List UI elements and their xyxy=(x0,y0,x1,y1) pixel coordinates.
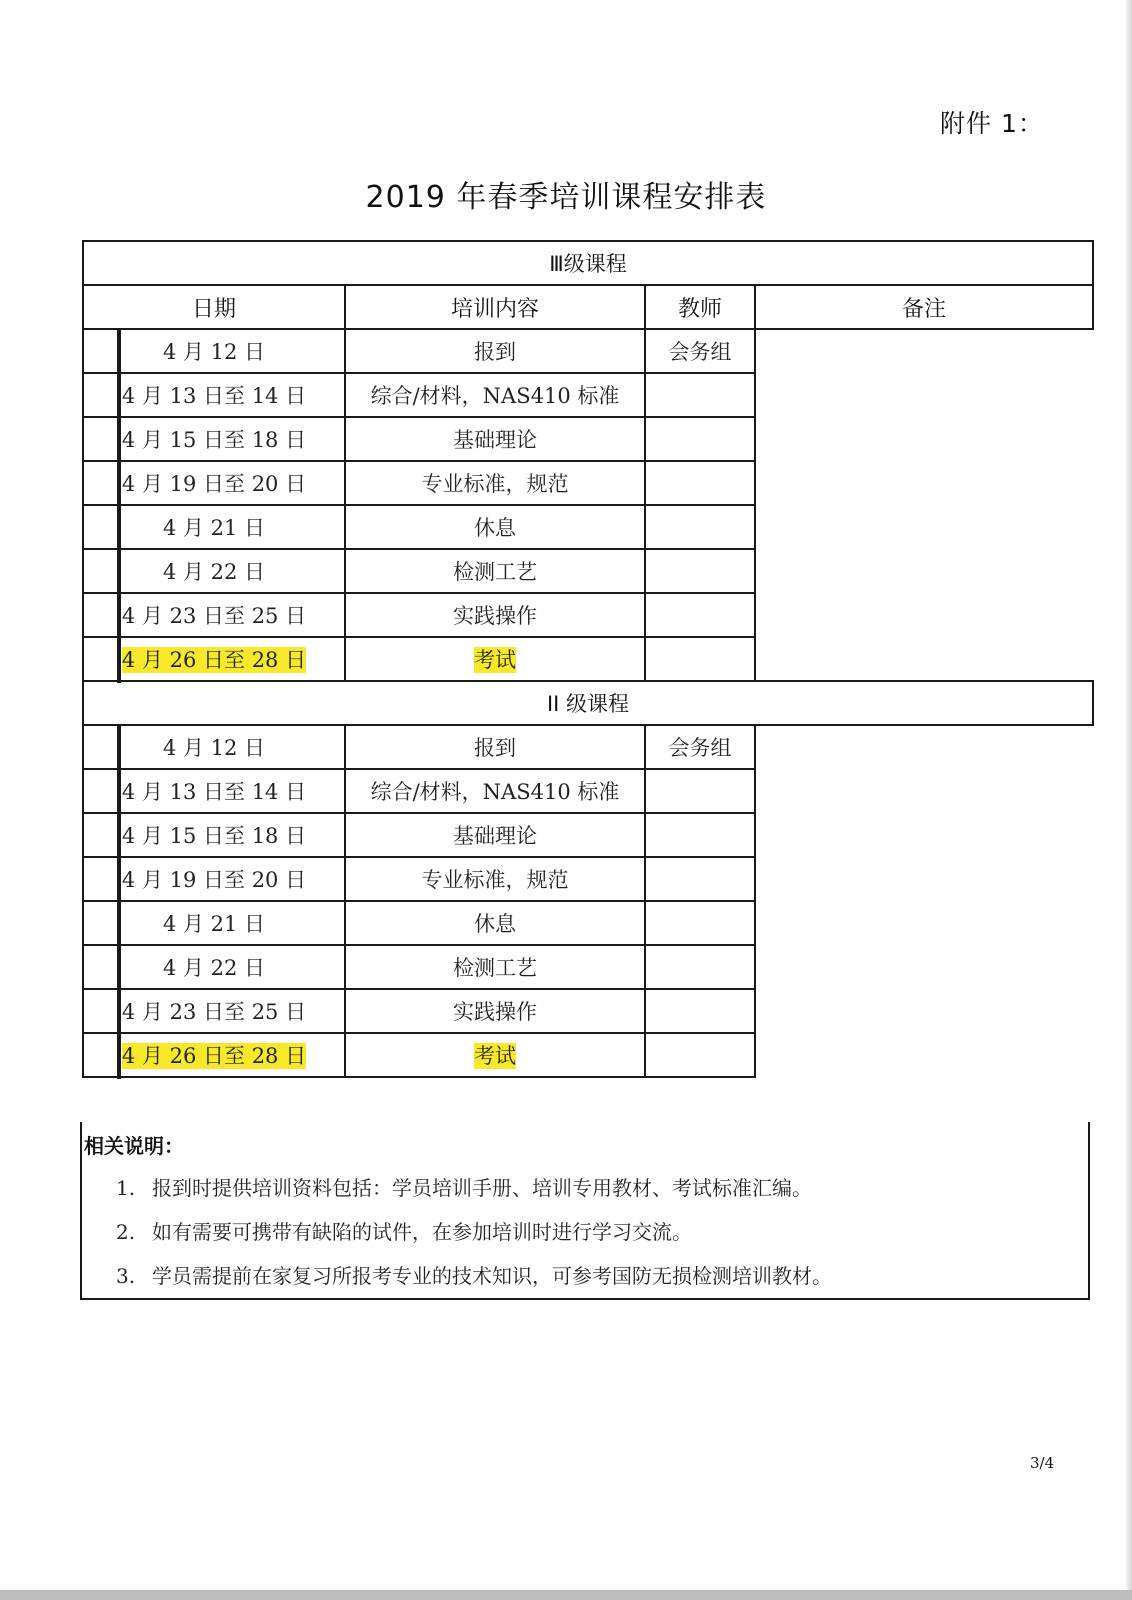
date-cell xyxy=(83,725,345,769)
note-cell xyxy=(117,637,121,683)
content-cell-text: 休息 xyxy=(474,912,516,936)
date-cell xyxy=(83,901,345,945)
table-row xyxy=(83,769,1093,813)
date-cell xyxy=(83,549,345,593)
scan-bottom-edge xyxy=(0,1590,1132,1600)
notes-title: 相关说明： xyxy=(84,1134,184,1158)
content-cell xyxy=(345,637,645,681)
date-cell-text: 4 月 13 日至 14 日 xyxy=(121,384,307,408)
column-header-content: 培训内容 xyxy=(345,285,645,329)
date-cell-text: 4 月 23 日至 25 日 xyxy=(121,1000,307,1024)
teacher-cell-text: 会务组 xyxy=(668,340,732,364)
teacher-cell xyxy=(645,505,755,549)
document-title: 2019 年春季培训课程安排表 xyxy=(365,180,767,215)
teacher-cell xyxy=(645,417,755,461)
date-cell xyxy=(83,505,345,549)
note-cell xyxy=(117,373,121,419)
table-row xyxy=(83,725,1093,769)
teacher-cell xyxy=(645,1033,755,1077)
table-row xyxy=(83,593,1093,637)
teacher-cell xyxy=(645,945,755,989)
teacher-cell xyxy=(645,593,755,637)
date-cell-text: 4 月 21 日 xyxy=(162,912,266,936)
attachment-label: 附件 1： xyxy=(940,109,1044,138)
teacher-cell xyxy=(645,769,755,813)
content-cell-text: 基础理论 xyxy=(453,428,537,452)
date-cell xyxy=(83,461,345,505)
date-cell xyxy=(83,417,345,461)
note-cell xyxy=(117,417,121,463)
note-text: 学员需提前在家复习所报考专业的技术知识，可参考国防无损检测培训教材。 xyxy=(152,1264,832,1288)
note-item xyxy=(116,1260,832,1289)
date-cell xyxy=(83,813,345,857)
content-cell xyxy=(345,417,645,461)
table-row xyxy=(83,461,1093,505)
table-row xyxy=(83,417,1093,461)
date-cell xyxy=(83,329,345,373)
scan-edge xyxy=(1126,0,1132,1600)
level3-title: Ⅲ级课程 xyxy=(83,241,1093,285)
content-cell xyxy=(345,461,645,505)
teacher-cell xyxy=(645,329,755,373)
content-cell xyxy=(345,505,645,549)
date-cell xyxy=(83,637,345,681)
note-cell xyxy=(117,769,121,815)
content-cell-text: 检测工艺 xyxy=(453,560,537,584)
level2-section-header xyxy=(83,681,1093,725)
content-cell xyxy=(345,549,645,593)
table-row xyxy=(83,505,1093,549)
date-cell-text: 4 月 26 日至 28 日 xyxy=(121,648,307,672)
content-cell-text: 报到 xyxy=(474,736,516,760)
content-cell xyxy=(345,725,645,769)
column-header-date: 日期 xyxy=(83,285,345,329)
teacher-cell xyxy=(645,637,755,681)
date-cell-text: 4 月 22 日 xyxy=(162,560,266,584)
note-number: 1. xyxy=(116,1176,136,1200)
notes-section xyxy=(80,1122,1090,1300)
teacher-cell xyxy=(645,989,755,1033)
schedule-table xyxy=(82,240,1094,1078)
content-cell-text: 综合/材料，NAS410 标准 xyxy=(370,780,620,804)
teacher-cell xyxy=(645,373,755,417)
table-row xyxy=(83,945,1093,989)
date-cell xyxy=(83,857,345,901)
content-cell-text: 考试 xyxy=(474,648,516,672)
table-row xyxy=(83,901,1093,945)
note-item xyxy=(116,1216,692,1245)
note-number: 2. xyxy=(116,1220,136,1244)
date-cell-text: 4 月 26 日至 28 日 xyxy=(121,1044,307,1068)
date-cell-text: 4 月 22 日 xyxy=(162,956,266,980)
teacher-cell xyxy=(645,549,755,593)
date-cell xyxy=(83,769,345,813)
table-row xyxy=(83,549,1093,593)
date-cell-text: 4 月 15 日至 18 日 xyxy=(121,824,307,848)
date-cell xyxy=(83,945,345,989)
teacher-cell-text: 会务组 xyxy=(668,736,732,760)
table-row xyxy=(83,373,1093,417)
date-cell xyxy=(83,989,345,1033)
date-cell-text: 4 月 13 日至 14 日 xyxy=(121,780,307,804)
date-cell xyxy=(83,593,345,637)
level3-section-header xyxy=(83,241,1093,285)
table-row xyxy=(83,637,1093,681)
note-cell xyxy=(117,945,121,991)
note-cell xyxy=(117,505,121,551)
date-cell-text: 4 月 12 日 xyxy=(162,340,266,364)
content-cell-text: 基础理论 xyxy=(453,824,537,848)
note-cell xyxy=(117,901,121,947)
date-cell xyxy=(83,373,345,417)
content-cell-text: 实践操作 xyxy=(453,1000,537,1024)
content-cell-text: 专业标准，规范 xyxy=(421,472,569,496)
column-header-note: 备注 xyxy=(755,285,1093,329)
content-cell xyxy=(345,945,645,989)
date-cell-text: 4 月 21 日 xyxy=(162,516,266,540)
content-cell xyxy=(345,857,645,901)
note-cell xyxy=(117,330,121,376)
note-cell xyxy=(117,726,121,772)
table-row xyxy=(83,857,1093,901)
column-header-teacher: 教师 xyxy=(645,285,755,329)
note-cell xyxy=(117,989,121,1035)
teacher-cell xyxy=(645,901,755,945)
content-cell xyxy=(345,1033,645,1077)
content-cell-text: 休息 xyxy=(474,516,516,540)
note-cell xyxy=(117,549,121,595)
note-text: 如有需要可携带有缺陷的试件，在参加培训时进行学习交流。 xyxy=(152,1220,692,1244)
note-cell xyxy=(117,857,121,903)
content-cell xyxy=(345,329,645,373)
date-cell-text: 4 月 23 日至 25 日 xyxy=(121,604,307,628)
note-number: 3. xyxy=(116,1264,136,1288)
content-cell-text: 检测工艺 xyxy=(453,956,537,980)
date-cell-text: 4 月 12 日 xyxy=(162,736,266,760)
content-cell-text: 综合/材料，NAS410 标准 xyxy=(370,384,620,408)
date-cell xyxy=(83,1033,345,1077)
content-cell-text: 专业标准，规范 xyxy=(421,868,569,892)
teacher-cell xyxy=(645,857,755,901)
content-cell-text: 考试 xyxy=(474,1044,516,1068)
content-cell xyxy=(345,813,645,857)
note-cell xyxy=(117,1033,121,1079)
note-cell xyxy=(117,461,121,507)
content-cell xyxy=(345,593,645,637)
note-cell xyxy=(117,593,121,639)
table-row xyxy=(83,1033,1093,1077)
date-cell-text: 4 月 19 日至 20 日 xyxy=(121,472,307,496)
page-number: 3/4 xyxy=(1030,1454,1055,1472)
content-cell xyxy=(345,769,645,813)
content-cell xyxy=(345,989,645,1033)
content-cell xyxy=(345,901,645,945)
level2-title: II 级课程 xyxy=(83,681,1093,725)
teacher-cell xyxy=(645,461,755,505)
teacher-cell xyxy=(645,813,755,857)
note-cell xyxy=(117,813,121,859)
content-cell xyxy=(345,373,645,417)
table-row xyxy=(83,989,1093,1033)
note-text: 报到时提供培训资料包括：学员培训手册、培训专用教材、考试标准汇编。 xyxy=(152,1176,812,1200)
column-header-row xyxy=(83,285,1093,329)
content-cell-text: 报到 xyxy=(474,340,516,364)
teacher-cell xyxy=(645,725,755,769)
date-cell-text: 4 月 19 日至 20 日 xyxy=(121,868,307,892)
note-item xyxy=(116,1172,812,1201)
table-row xyxy=(83,329,1093,373)
table-row xyxy=(83,813,1093,857)
date-cell-text: 4 月 15 日至 18 日 xyxy=(121,428,307,452)
content-cell-text: 实践操作 xyxy=(453,604,537,628)
